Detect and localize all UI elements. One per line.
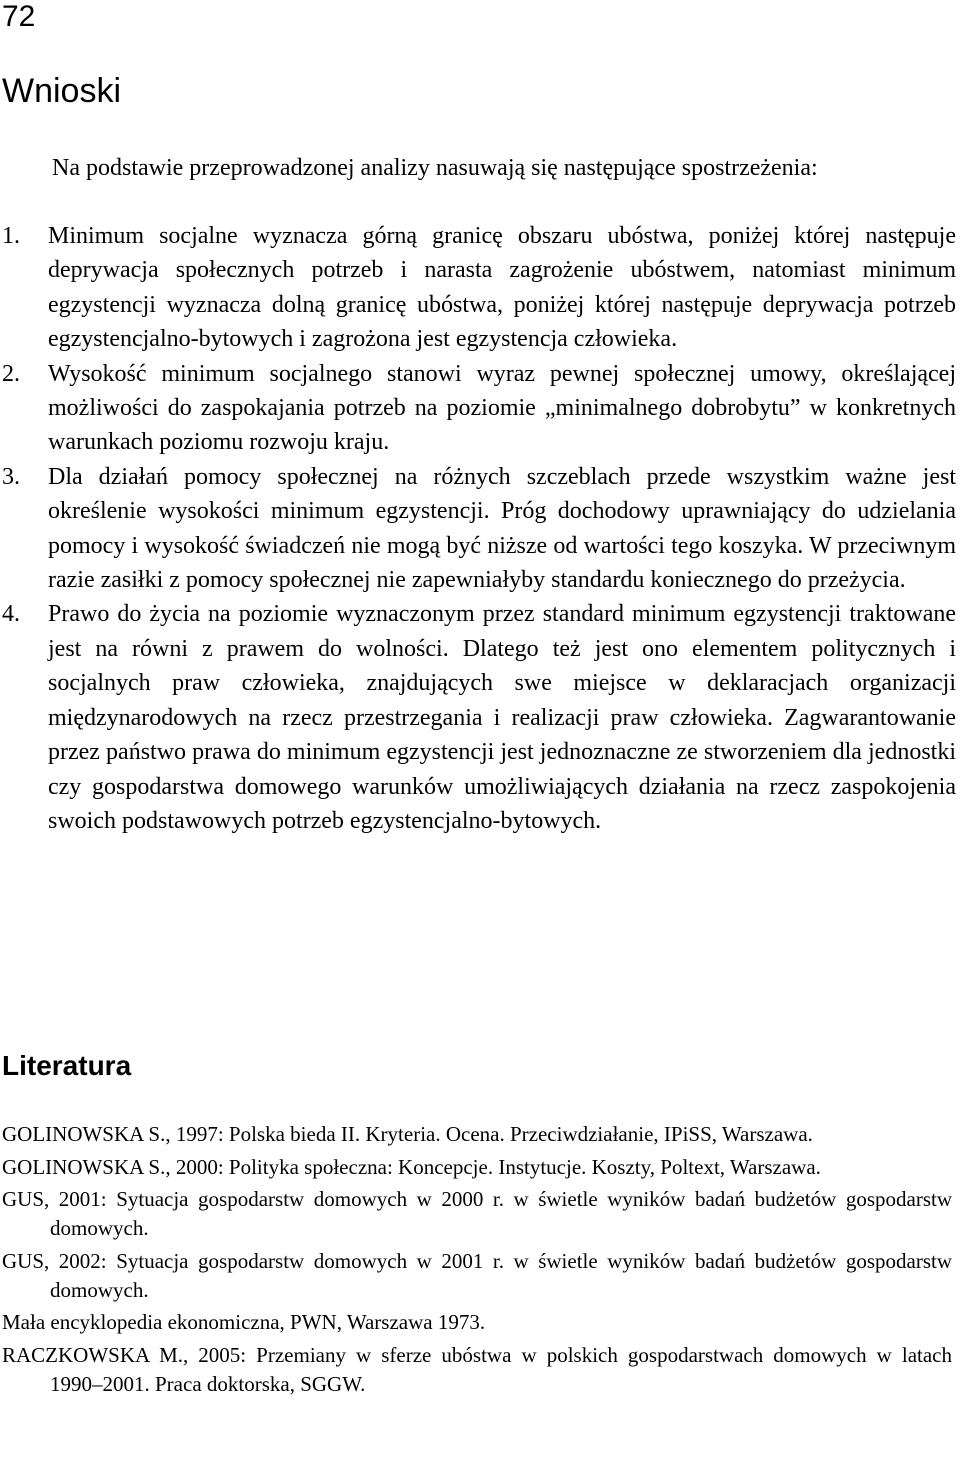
conclusion-item: [0, 357, 956, 460]
conclusion-number: 4.: [2, 601, 20, 628]
section-heading-literatura: Literatura: [2, 1050, 132, 1081]
reference-item: GOLINOWSKA S., 1997: Polska bieda II. Kryteria. Ocena. Przeciwdziałanie, IPiSS, Warszawa.: [2, 1122, 813, 1146]
conclusion-number: 2.: [2, 360, 20, 387]
section-heading-wnioski: Wnioski: [2, 72, 122, 110]
conclusion-item: [0, 597, 956, 838]
page-number: 72: [2, 0, 36, 33]
reference-item: GUS, 2001: Sytuacja gospodarstw domowych w 2000 r. w świetle wyników badań budżetów gospodarstw domowych.: [2, 1187, 952, 1240]
conclusion-item: [0, 460, 956, 598]
conclusions-intro: Na podstawie przeprowadzonej analizy nasuwają się następujące spostrzeżenia:: [52, 155, 818, 181]
conclusion-text: Dla działań pomocy społecznej na różnych szczeblach przede wszystkim ważne jest określenie wysokości minimum egzystencji. Próg dochodowy uprawniający do udzielania pomocy i wysokość świadczeń nie mogą być niższe od wartości tego koszyka. W przeciwnym razie zasiłki z pomocy społecznej nie zapewniałyby standardu koniecznego do przeżycia.: [48, 463, 956, 594]
conclusion-number: 3.: [2, 463, 20, 490]
reference-item: GOLINOWSKA S., 2000: Polityka społeczna: Koncepcje. Instytucje. Koszty, Poltext, Warszawa.: [2, 1154, 821, 1179]
reference-item: GUS, 2002: Sytuacja gospodarstw domowych w 2001 r. w świetle wyników badań budżetów gospodarstw domowych.: [2, 1248, 952, 1302]
conclusion-item: [0, 219, 956, 357]
conclusion-text: Minimum socjalne wyznacza górną granicę obszaru ubóstwa, poniżej której następuje deprywacja społecznych potrzeb i narasta zagrożenie ubóstwem, natomiast minimum egzystencji wyznacza dolną granicę ubóstwa, poniżej której następuje deprywacja potrzeb egzystencjalno-bytowych i zagrożona jest egzystencja człowieka.: [48, 223, 956, 353]
conclusion-text: Prawo do życia na poziomie wyznaczonym przez standard minimum egzystencji traktowane jest na równi z prawem do wolności. Dlatego też jest ono elementem politycznych i socjalnych praw człowieka, znajdujących swe miejsce w deklaracjach organizacji międzynarodowych na rzecz przestrzegania i realizacji praw człowieka. Zagwarantowanie przez państwo prawa do minimum egzystencji jest jednoznaczne ze stworzeniem dla jednostki czy gospodarstwa domowego warunków umożliwiających działania na rzecz zaspokojenia swoich podstawowych potrzeb egzystencjalno-bytowych.: [48, 601, 956, 834]
reference-list: [0, 1120, 952, 1402]
conclusion-text: Wysokość minimum socjalnego stanowi wyraz pewnej społecznej umowy, określającej możliwości do zaspokajania potrzeb na poziomie „minimalnego dobrobytu” w konkretnych warunkach poziomu rozwoju kraju.: [48, 360, 956, 456]
reference-item: RACZKOWSKA M., 2005: Przemiany w sferze ubóstwa w polskich gospodarstwach domowych w latach 1990–2001. Praca doktorska, SGGW.: [2, 1342, 952, 1396]
conclusions-list: [0, 219, 956, 838]
reference-item: Mała encyklopedia ekonomiczna, PWN, Warszawa 1973.: [2, 1310, 486, 1334]
conclusion-number: 1.: [2, 223, 20, 249]
